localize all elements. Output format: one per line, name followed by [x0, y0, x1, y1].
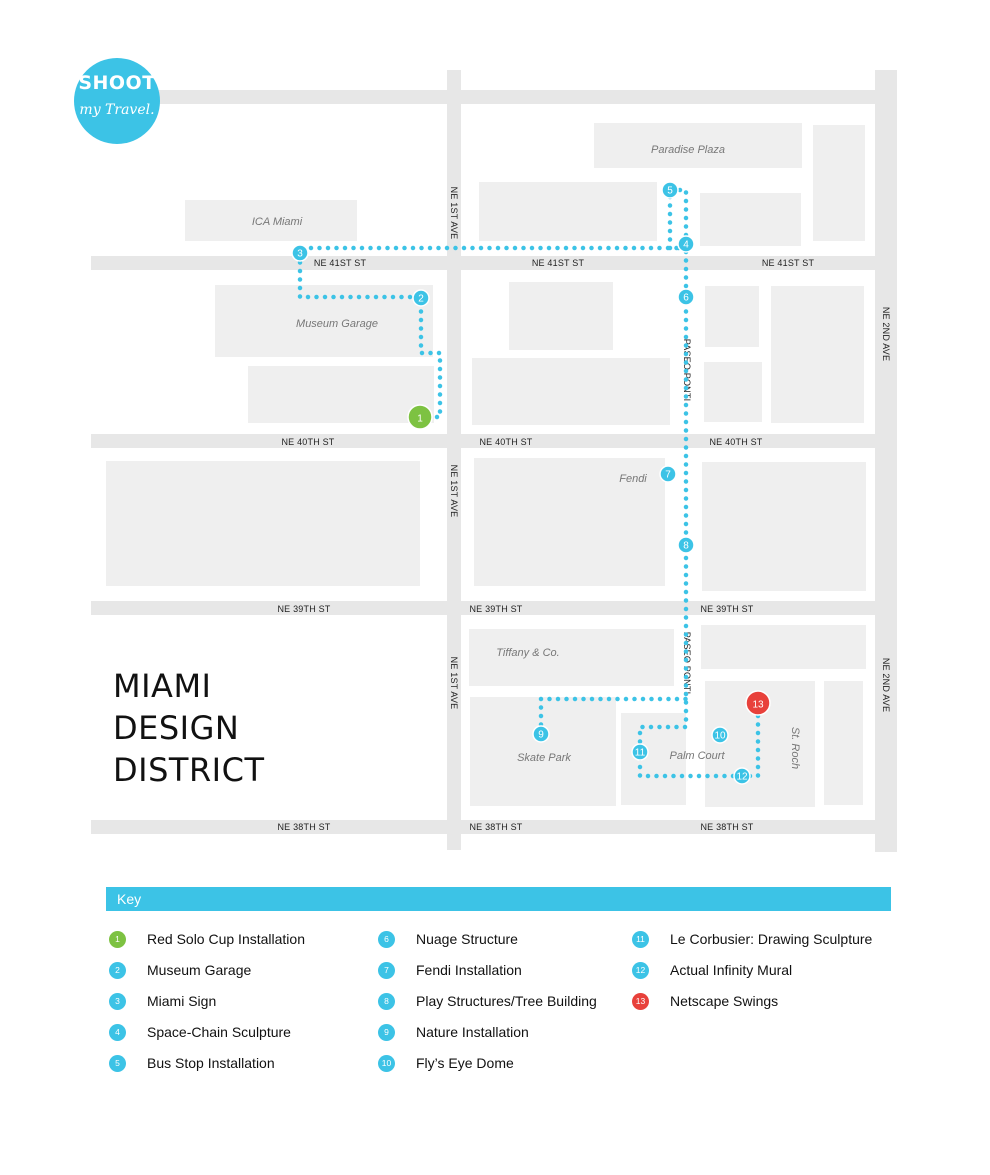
place-label-tiffany: Tiffany & Co. — [496, 647, 560, 659]
route-marker-number: 3 — [297, 248, 303, 260]
title-line: DISTRICT — [113, 751, 265, 789]
route-marker-2 — [413, 290, 429, 306]
place-label-palm-court: Palm Court — [669, 750, 725, 762]
key-marker-icon: 4 — [109, 1024, 126, 1041]
street-label-ne1st-ave: NE 1ST AVE — [449, 656, 459, 710]
route-marker-11 — [632, 744, 648, 760]
route-marker-number: 9 — [538, 729, 544, 741]
key-marker-icon: 1 — [109, 931, 126, 948]
key-title: Key — [117, 891, 142, 907]
key-marker-icon: 6 — [378, 931, 395, 948]
title-line: DESIGN — [113, 709, 240, 747]
key-item-label: Le Corbusier: Drawing Sculpture — [670, 931, 873, 947]
street-label-ne40: NE 40TH ST — [479, 437, 533, 447]
route-marker-number: 10 — [714, 730, 726, 742]
place-label-skate-park: Skate Park — [517, 752, 571, 764]
key-item — [378, 1022, 529, 1042]
route-marker-4 — [678, 236, 694, 252]
key-marker-icon: 5 — [109, 1055, 126, 1072]
route-marker-13 — [746, 691, 770, 715]
logo-tagline: my Travel. — [79, 102, 155, 118]
route-marker-10 — [712, 727, 728, 743]
place-label-museum-garage: Museum Garage — [296, 318, 378, 330]
key-item — [632, 960, 792, 980]
route-marker-12 — [734, 768, 750, 784]
street-label-ne39: NE 39TH ST — [700, 604, 754, 614]
key-item — [109, 1022, 291, 1042]
street-label-ne39: NE 39TH ST — [469, 604, 523, 614]
route-marker-5 — [662, 182, 678, 198]
key-marker-icon: 3 — [109, 993, 126, 1010]
street-label-ne1st-ave: NE 1ST AVE — [449, 186, 459, 240]
key-item-label: Museum Garage — [147, 962, 252, 978]
key-item-label: Miami Sign — [147, 993, 217, 1009]
street-label-ne41: NE 41ST ST — [313, 258, 367, 268]
shoot-my-travel-logo — [74, 58, 160, 144]
key-marker-icon: 13 — [632, 993, 649, 1010]
key-item — [378, 1053, 514, 1073]
key-item-label: Play Structures/Tree Building — [416, 993, 597, 1009]
route-marker-number: 8 — [683, 540, 689, 552]
route-marker-number: 11 — [634, 747, 646, 759]
place-label-paradise-plaza: Paradise Plaza — [651, 144, 725, 156]
street-label-ne40: NE 40TH ST — [281, 437, 335, 447]
key-item-label: Bus Stop Installation — [147, 1055, 275, 1071]
key-item-label: Fly’s Eye Dome — [416, 1055, 514, 1071]
key-item — [109, 991, 216, 1011]
key-marker-icon: 2 — [109, 962, 126, 979]
street-label-paseo-ponti: PASEO PONTI — [682, 338, 692, 402]
key-marker-icon: 8 — [378, 993, 395, 1010]
route-marker-9 — [533, 726, 549, 742]
title-line: MIAMI — [113, 667, 212, 705]
street-label-ne41: NE 41ST ST — [761, 258, 815, 268]
route-marker-number: 2 — [418, 293, 424, 305]
key-item — [109, 960, 251, 980]
key-item-label: Actual Infinity Mural — [670, 962, 793, 978]
street-label-ne40: NE 40TH ST — [709, 437, 763, 447]
street-label-ne2nd-ave: NE 2ND AVE — [881, 657, 891, 713]
key-marker-icon: 9 — [378, 1024, 395, 1041]
street-label-ne1st-ave: NE 1ST AVE — [449, 464, 459, 518]
street-label-ne41: NE 41ST ST — [531, 258, 585, 268]
logo-wordmark: SHOOT — [78, 72, 156, 94]
key-item — [109, 1053, 275, 1073]
route-marker-number: 4 — [683, 239, 689, 251]
route-marker-3 — [292, 245, 308, 261]
street-label-ne38: NE 38TH ST — [700, 822, 754, 832]
street-label-paseo-ponti: PASEO PONTI — [682, 631, 692, 695]
key-header — [106, 887, 891, 911]
key-marker-icon: 10 — [378, 1055, 395, 1072]
street-label-ne2nd-ave: NE 2ND AVE — [881, 306, 891, 362]
key-item — [378, 929, 518, 949]
key-item-label: Red Solo Cup Installation — [147, 931, 305, 947]
route-marker-number: 12 — [736, 771, 748, 783]
place-label-fendi: Fendi — [619, 473, 647, 485]
route-marker-number: 5 — [667, 185, 673, 197]
route-marker-7 — [660, 466, 676, 482]
key-item-label: Nature Installation — [416, 1024, 529, 1040]
key-marker-icon: 12 — [632, 962, 649, 979]
key-item — [109, 929, 305, 949]
key-marker-icon: 7 — [378, 962, 395, 979]
key-item — [378, 991, 597, 1011]
key-item — [632, 991, 778, 1011]
place-label-ica-miami: ICA Miami — [251, 216, 303, 228]
route-marker-1 — [408, 405, 432, 429]
key-item-label: Netscape Swings — [670, 993, 779, 1009]
street-label-ne38: NE 38TH ST — [469, 822, 523, 832]
district-title — [113, 667, 265, 789]
street-label-ne38: NE 38TH ST — [277, 822, 331, 832]
route-marker-8 — [678, 537, 694, 553]
route-marker-number: 13 — [752, 699, 764, 711]
key-item — [378, 960, 522, 980]
route-marker-number: 7 — [665, 469, 671, 481]
key-item-label: Space-Chain Sculpture — [147, 1024, 291, 1040]
key-item — [632, 929, 872, 949]
place-label-st-roch: St. Roch — [789, 726, 801, 770]
route-marker-number: 1 — [417, 413, 423, 425]
key-item-label: Fendi Installation — [416, 962, 522, 978]
key-marker-icon: 11 — [632, 931, 649, 948]
key-item-label: Nuage Structure — [416, 931, 518, 947]
route-marker-number: 6 — [683, 292, 689, 304]
route-marker-6 — [678, 289, 694, 305]
street-label-ne39: NE 39TH ST — [277, 604, 331, 614]
